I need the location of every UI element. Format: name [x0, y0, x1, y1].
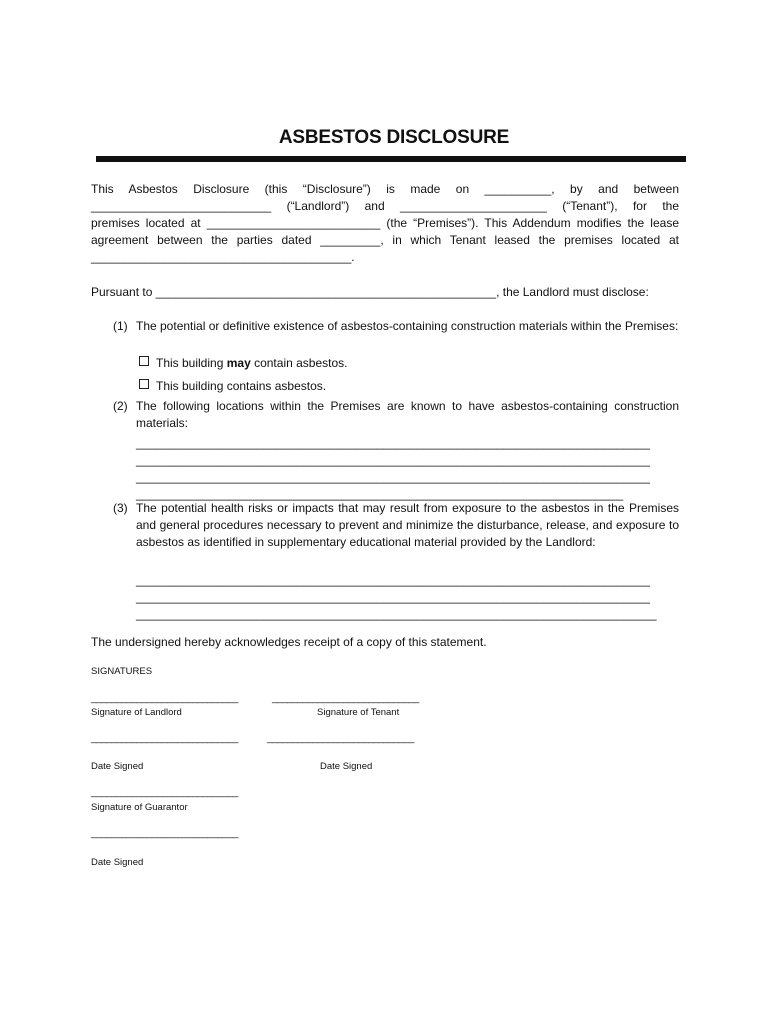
guarantor-date-line[interactable]: _____________________________ — [91, 828, 238, 839]
item-2-blank-line: _________________________________________________________________________ — [136, 487, 624, 501]
item-3-blank-line: ______________________________________________________________________________ — [136, 607, 657, 621]
document-title: ASBESTOS DISCLOSURE — [278, 127, 510, 148]
item-2-blank-line: _____________________________________________________________________________ — [136, 436, 650, 450]
landlord-date-label: Date Signed — [91, 761, 144, 772]
pursuant-line: Pursuant to ___________________________________________________, the Landlord must disclose: — [91, 285, 649, 299]
intro-line-4: agreement between the parties dated _________, in which Tenant leased the premises located at — [91, 233, 679, 247]
item-2-number: (2) — [113, 399, 128, 413]
intro-line-5: _______________________________________. — [91, 250, 355, 264]
tenant-date-line[interactable]: _____________________________ — [267, 733, 414, 744]
item-2-text: The following locations within the Premises are known to have asbestos-containing construction materials: — [136, 399, 679, 430]
title-rule — [96, 156, 686, 162]
item-2-blank-line: _____________________________________________________________________________ — [136, 453, 650, 467]
item-2-blank-line: _____________________________________________________________________________ — [136, 470, 650, 484]
landlord-signature-line[interactable]: _____________________________ — [91, 693, 238, 704]
tenant-signature-label: Signature of Tenant — [317, 707, 400, 718]
guarantor-signature-label: Signature of Guarantor — [91, 802, 188, 813]
tenant-signature-line[interactable]: _____________________________ — [272, 693, 419, 704]
item-1-number: (1) — [113, 319, 128, 333]
acknowledgement-text: The undersigned hereby acknowledges receipt of a copy of this statement. — [91, 635, 487, 649]
tenant-date-label: Date Signed — [320, 761, 373, 772]
item-3-text: The potential health risks or impacts that may result from exposure to the asbestos in the Premises and general procedures necessary to prevent and minimize the disturbance, release, and exposure to asbestos as identified in supplementary educational material provided by the Landlord: — [136, 501, 679, 549]
guarantor-signature-line[interactable]: _____________________________ — [91, 787, 238, 798]
intro-line-3: premises located at __________________________ (the “Premises”). This Addendum modifies the lease — [91, 216, 679, 230]
checkbox-icon[interactable] — [139, 379, 149, 389]
guarantor-date-label: Date Signed — [91, 857, 144, 868]
intro-line-1: This Asbestos Disclosure (this “Disclosure”) is made on __________, by and between — [91, 182, 679, 196]
item-3-blank-line: _____________________________________________________________________________ — [136, 590, 650, 604]
intro-line-2: ___________________________ (“Landlord”) and ______________________ (“Tenant”), for the — [91, 199, 679, 213]
checkbox-icon[interactable] — [139, 356, 149, 366]
checkbox-contains-label: This building contains asbestos. — [156, 379, 327, 393]
item-3-number: (3) — [113, 501, 128, 515]
checkbox-may-contain-label: This building may contain asbestos. — [156, 356, 348, 370]
item-3-blank-line: _____________________________________________________________________________ — [136, 573, 650, 587]
item-1-text: The potential or definitive existence of asbestos-containing construction materials within the Premises: — [136, 319, 679, 333]
landlord-date-line[interactable]: _____________________________ — [91, 733, 238, 744]
signatures-heading: SIGNATURES — [91, 666, 153, 677]
landlord-signature-label: Signature of Landlord — [91, 707, 182, 718]
